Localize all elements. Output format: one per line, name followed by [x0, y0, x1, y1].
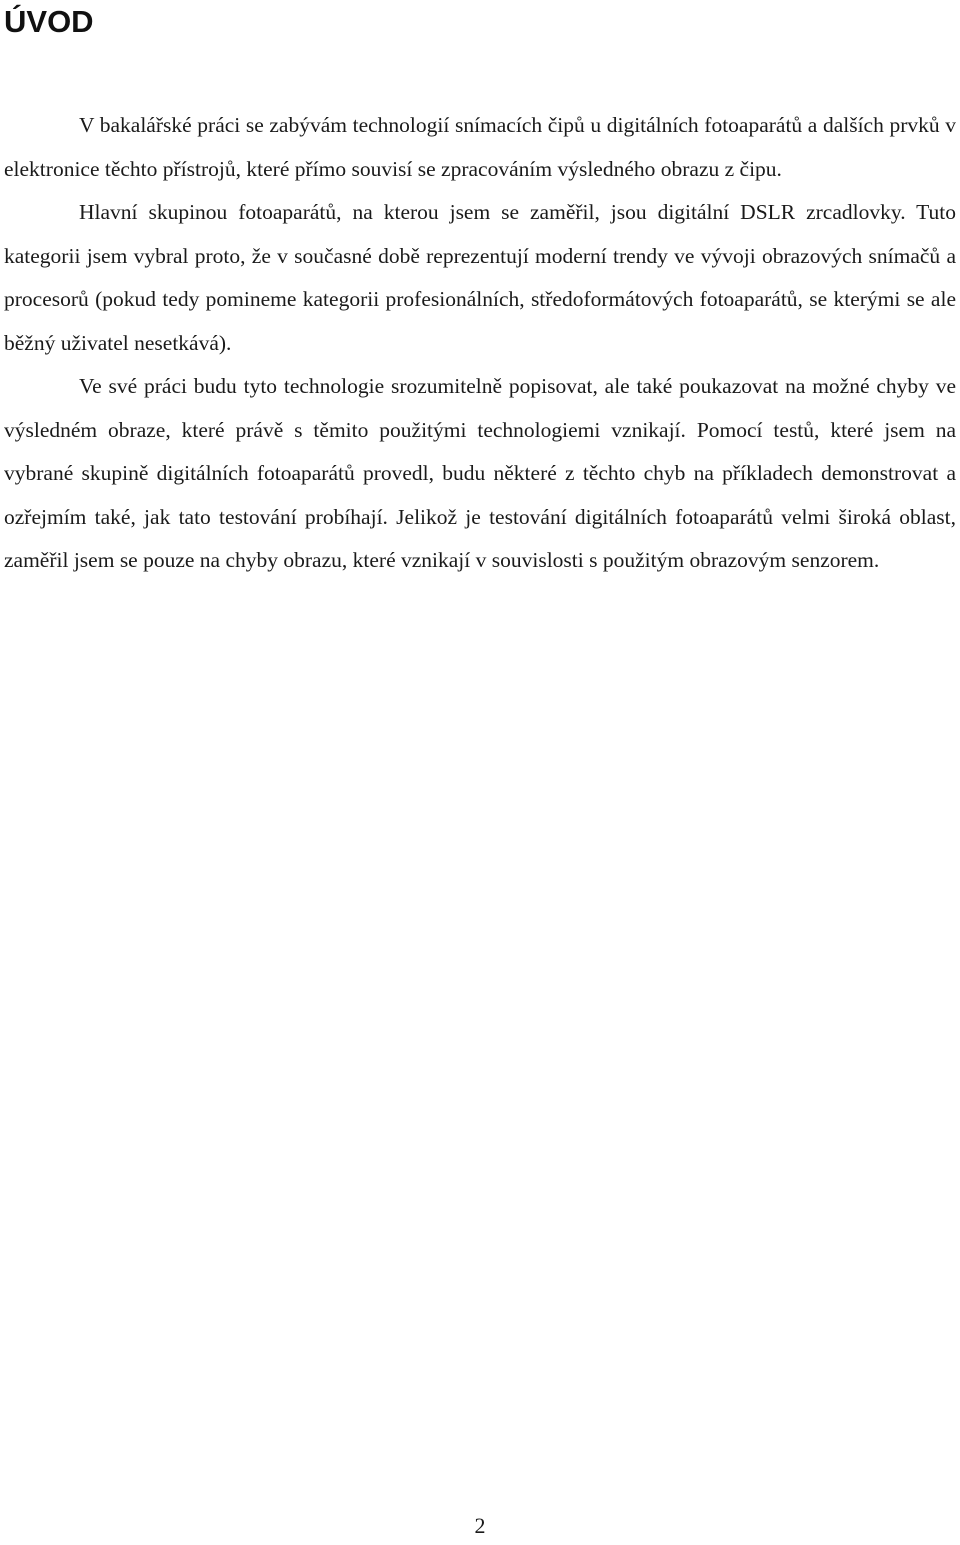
page-number: 2: [474, 1513, 486, 1538]
paragraph-dslr: Hlavní skupinou fotoaparátů, na kterou jsem se zaměřil, jsou digitální DSLR zrcadlovky. Tuto kategorii jsem vybral proto, že v současné době reprezentují moderní trendy ve vývoji obrazových snímačů a procesorů (pokud tedy pomineme kategorii profesionálních, středoformátových fotoaparátů, se kterými se ale běžný uživatel nesetkává).: [4, 200, 956, 355]
page-title: ÚVOD: [4, 4, 94, 39]
body-text: [4, 104, 956, 583]
paragraph-methods: Ve své práci budu tyto technologie srozumitelně popisovat, ale také poukazovat na možné chyby ve výsledném obraze, které právě s těmito použitými technologiemi vznikají. Pomocí testů, které jsem na vybrané skupině digitálních fotoaparátů provedl, budu některé z těchto chyb na příkladech demonstrovat a ozřejmím také, jak tato testování probíhají. Jelikož je testování digitálních fotoaparátů velmi široká oblast, zaměřil jsem se pouze na chyby obrazu, které vznikají v souvislosti s použitým obrazovým senzorem.: [4, 374, 956, 572]
paragraph-intro: V bakalářské práci se zabývám technologií snímacích čipů u digitálních fotoaparátů a dalších prvků v elektronice těchto přístrojů, které přímo souvisí se zpracováním výsledného obrazu z čipu.: [4, 113, 956, 181]
